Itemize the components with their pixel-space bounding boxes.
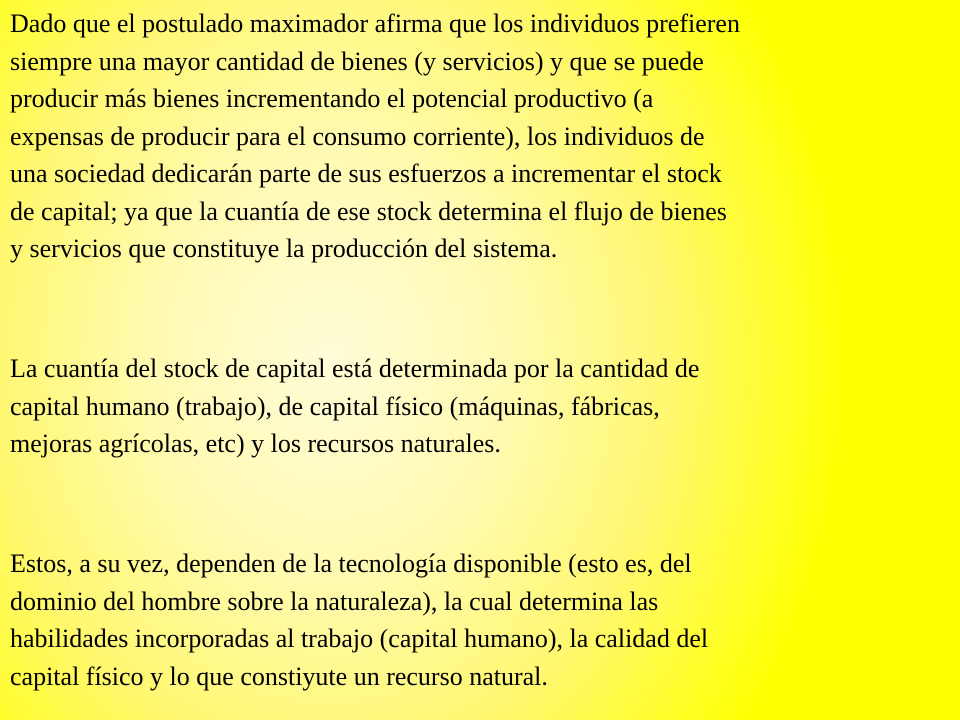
text-line: y servicios que constituye la producción del sistema. bbox=[10, 234, 558, 263]
text-line: expensas de producir para el consumo corriente), los individuos de bbox=[10, 121, 705, 151]
text-line: capital humano (trabajo), de capital físico (máquinas, fábricas, bbox=[10, 391, 660, 421]
text-line: Dado que el postulado maximador afirma que los individuos prefieren bbox=[10, 9, 740, 38]
text-line: Estos, a su vez, dependen de la tecnología disponible (esto es, del bbox=[10, 549, 692, 578]
paragraph-capital-stock bbox=[10, 350, 699, 463]
text-line: una sociedad dedicarán parte de sus esfuerzos a incrementar el stock bbox=[10, 159, 722, 188]
text-line: siempre una mayor cantidad de bienes (y servicios) y que se puede bbox=[10, 46, 704, 76]
text-line: de capital; ya que la cuantía de ese stock determina el flujo de bienes bbox=[10, 196, 727, 226]
text-line: capital físico y lo que constiyute un recurso natural. bbox=[10, 661, 548, 691]
text-line: mejoras agrícolas, etc) y los recursos naturales. bbox=[10, 429, 501, 458]
text-line: La cuantía del stock de capital está determinada por la cantidad de bbox=[10, 354, 700, 383]
paragraph-maximizing-postulate bbox=[10, 5, 740, 268]
paragraph-technology bbox=[10, 545, 708, 695]
slide-content bbox=[10, 0, 955, 720]
text-line: dominio del hombre sobre la naturaleza), la cual determina las bbox=[10, 586, 659, 616]
text-line: producir más bienes incrementando el potencial productivo (a bbox=[10, 84, 654, 113]
text-line: habilidades incorporadas al trabajo (capital humano), la calidad del bbox=[10, 624, 709, 653]
